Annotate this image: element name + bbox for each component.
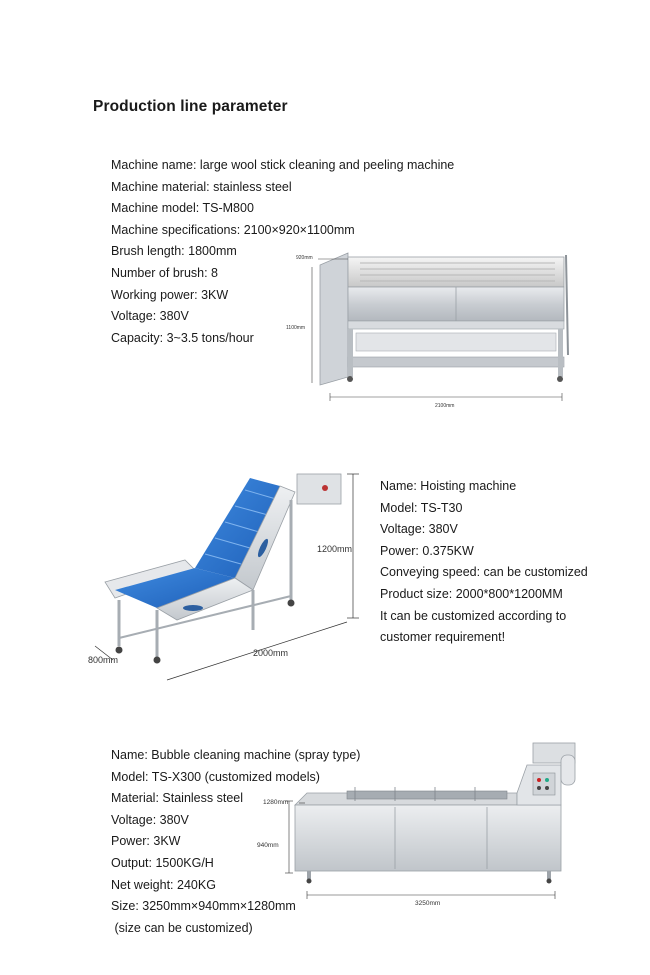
spec-line: Machine specifications: 2100×920×1100mm <box>111 222 355 237</box>
machine2-spec-list <box>380 476 588 649</box>
spec-line: Working power: 3KW <box>111 287 229 302</box>
spec-line: Machine model: TS-M800 <box>111 201 254 216</box>
spec-line: It can be customized according to <box>380 608 567 623</box>
spec-line: Product size: 2000*800*1200MM <box>380 586 563 601</box>
length-dimension-label: 2000mm <box>253 648 289 658</box>
spec-line: Material: Stainless steel <box>111 791 244 806</box>
length-dimension-label: 2100mm <box>435 403 455 409</box>
spec-line: Number of brush: 8 <box>111 265 218 280</box>
height-dimension-label: 1100mm <box>286 325 306 331</box>
spec-line: Model: TS-T30 <box>380 500 463 515</box>
spec-line: Output: 1500KG/H <box>111 855 214 870</box>
spec-line: Conveying speed: can be customized <box>380 565 588 580</box>
peeling-machine-illustration <box>286 245 580 415</box>
spec-line: Machine material: stainless steel <box>111 179 292 194</box>
spec-line: Voltage: 380V <box>111 812 189 827</box>
spec-line: Capacity: 3~3.5 tons/hour <box>111 330 254 345</box>
spec-line: Name: Bubble cleaning machine (spray type) <box>111 748 361 762</box>
page-title: Production line parameter <box>93 98 288 115</box>
spec-line: Power: 0.375KW <box>380 543 474 558</box>
spec-line: Net weight: 240KG <box>111 877 216 892</box>
spec-line: Model: TS-X300 (customized models) <box>111 769 320 784</box>
spec-line: Name: Hoisting machine <box>380 479 517 493</box>
depth-dimension-label: 920mm <box>296 255 313 261</box>
spec-line: Machine name: large wool stick cleaning and peeling machine <box>111 158 455 172</box>
spec-line: Voltage: 380V <box>380 522 458 537</box>
spec-line: Brush length: 1800mm <box>111 244 237 259</box>
spec-line: customer requirement! <box>380 630 506 645</box>
spec-line: Power: 3KW <box>111 834 181 849</box>
body-height-dimension-label: 940mm <box>257 842 279 849</box>
length-dimension-label: 3250mm <box>415 900 441 907</box>
spec-line: Size: 3250mm×940mm×1280mm <box>111 899 296 914</box>
bubble-cleaning-machine-illustration <box>255 735 585 910</box>
width-dimension-label: 800mm <box>88 655 119 665</box>
spec-line: (size can be customized) <box>111 920 253 935</box>
height-dimension-label: 1280mm <box>263 799 289 806</box>
height-dimension-label: 1200mm <box>317 544 353 554</box>
spec-line: Voltage: 380V <box>111 309 189 324</box>
hoisting-machine-illustration <box>85 460 375 690</box>
